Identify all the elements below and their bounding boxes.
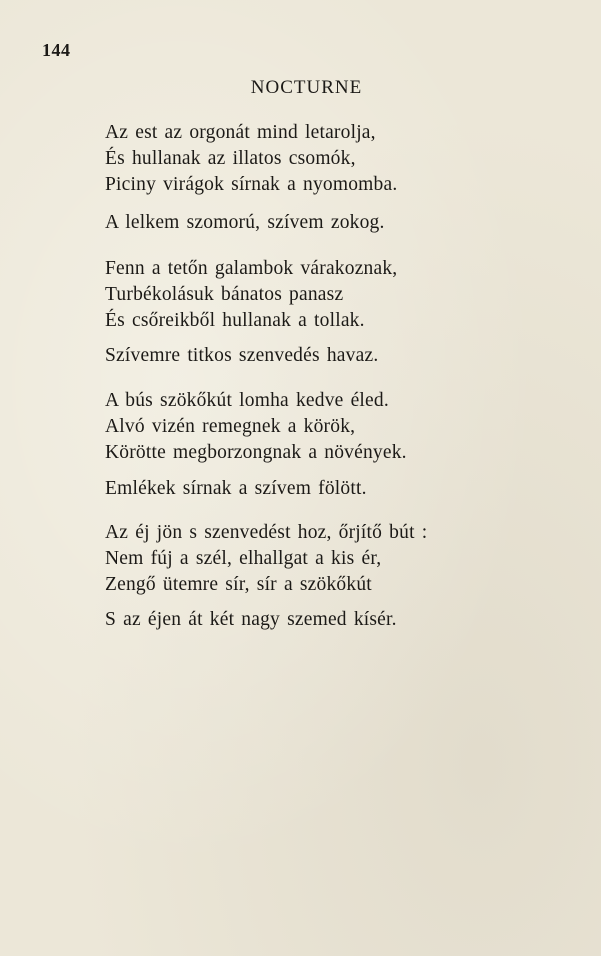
poem-line: Turbékolásuk bánatos panasz xyxy=(105,284,344,305)
stanza-7 xyxy=(105,520,565,598)
poem-line: Zengő ütemre sír, sír a szökőkút xyxy=(105,574,372,595)
stanza-4 xyxy=(105,343,565,369)
poem-line: Szívemre titkos szenvedés havaz. xyxy=(105,345,379,366)
poem-line: Fenn a tetőn galambok várakoznak, xyxy=(105,258,398,279)
stanza-6 xyxy=(105,476,565,502)
poem-line: A lelkem szomorú, szívem zokog. xyxy=(105,212,385,233)
stanza-5 xyxy=(105,388,565,466)
poem-line: Alvó vizén remegnek a körök, xyxy=(105,416,356,437)
poem-line: Emlékek sírnak a szívem fölött. xyxy=(105,478,367,499)
poem-line: Az est az orgonát mind letarolja, xyxy=(105,122,376,143)
stanza-2 xyxy=(105,210,565,236)
poem-line: Körötte megborzongnak a növények. xyxy=(105,442,407,463)
poem-line: Az éj jön s szenvedést hoz, őrjítő bút : xyxy=(105,522,428,543)
poem-line: S az éjen át két nagy szemed kísér. xyxy=(105,609,397,630)
poem-line: És hullanak az illatos csomók, xyxy=(105,148,356,169)
poem-title: NOCTURNE xyxy=(250,77,363,98)
page-number: 144 xyxy=(42,40,71,60)
stanza-8 xyxy=(105,607,565,633)
poem-line: És csőreikből hullanak a tollak. xyxy=(105,310,365,331)
stanza-3 xyxy=(105,256,565,334)
poem-line: A bús szökőkút lomha kedve éled. xyxy=(105,390,389,411)
stanza-1 xyxy=(105,120,565,198)
poem-line: Nem fúj a szél, elhallgat a kis ér, xyxy=(105,548,382,569)
poem-line: Piciny virágok sírnak a nyomomba. xyxy=(105,174,398,195)
